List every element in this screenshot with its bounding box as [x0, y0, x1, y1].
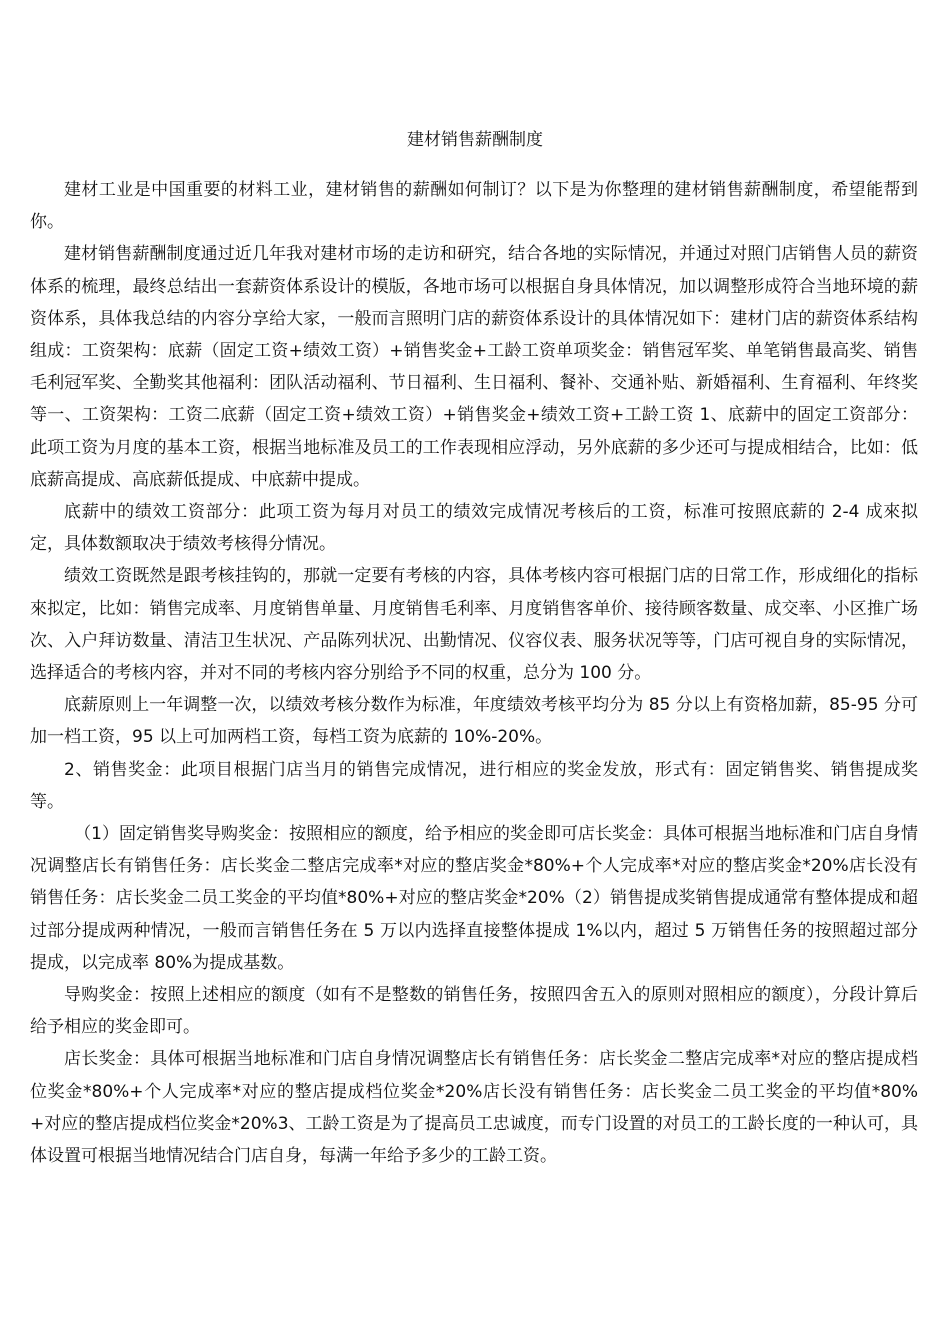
paragraph-salary-structure: 建材销售薪酬制度通过近几年我对建材市场的走访和研究，结合各地的实际情况，并通过对照门店销售人员的薪资体系的梳理，最终总结出一套薪资体系设计的模版，各地市场可以根据自身具体情况，加以调整形成符合当地环境的薪资体系，具体我总结的内容分享给大家，一般而言照明门店的薪资体系设计的具体情况如下：建材门店的薪资体系结构组成：工资架构：底薪（固定工资+绩效工资）+销售奖金+工龄工资单项奖金：销售冠军奖、单笔销售最高奖、销售毛利冠军奖、全勤奖其他福利：团队活动福利、节日福利、生日福利、餐补、交通补贴、新婚福利、生育福利、年终奖等一、工资架构：工资二底薪（固定工资+绩效工资）+销售奖金+绩效工资+工龄工资 1、底薪中的固定工资部分：此项工资为月度的基本工资，根据当地标准及员工的工作表现相应浮动，另外底薪的多少还可与提成相结合，比如：低底薪高提成、高底薪低提成、中底薪中提成。 [30, 244, 918, 490]
paragraph-intro: 建材工业是中国重要的材料工业，建材销售的薪酬如何制订？以下是为你整理的建材销售薪酬制度，希望能帮到你。 [30, 180, 918, 233]
paragraph-assessment-content: 绩效工资既然是跟考核挂钩的，那就一定要有考核的内容，具体考核内容可根据门店的日常工作，形成细化的指标來拟定，比如：销售完成率、月度销售单量、月度销售毛利率、月度销售客单价、接待顾客数量、成交率、小区推广场次、入户拜访数量、清洁卫生状况、产品陈列状况、出勤情况、仪容仪表、服务状况等等，门店可视自身的实际情况，选择适合的考核内容，并对不同的考核内容分别给予不同的权重，总分为 100 分。 [30, 566, 918, 684]
document-body [30, 174, 918, 1172]
document-title: 建材销售薪酬制度 [407, 130, 543, 150]
paragraph-base-pay-adjustment: 底薪原则上一年调整一次，以绩效考核分数作为标准，年度绩效考核平均分为 85 分以上有资格加薪，85-95 分可加一档工资，95 以上可加两档工资，每档工资为底薪的 10%-20%。 [30, 695, 918, 748]
paragraph-performance-pay: 底薪中的绩效工资部分：此项工资为每月对员工的绩效完成情况考核后的工资，标准可按照底薪的 2-4 成來拟定，具体数额取决于绩效考核得分情况。 [30, 502, 918, 555]
paragraph-guide-bonus: 导购奖金：按照上述相应的额度（如有不是整数的销售任务，按照四舍五入的原则对照相应的额度），分段计算后给予相应的奖金即可。 [30, 985, 918, 1038]
paragraph-manager-bonus: 店长奖金：具体可根据当地标准和门店自身情况调整店长有销售任务：店长奖金二整店完成率*对应的整店提成档位奖金*80%+个人完成率*对应的整店提成档位奖金*20%店长没有销售任务：店长奖金二员工奖金的平均值*80%+对应的整店提成档位奖金*20%3、工龄工资是为了提高员工忠诚度，而专门设置的对员工的工龄长度的一种认可，具体设置可根据当地情况结合门店自身，每满一年给予多少的工龄工资。 [30, 1049, 918, 1167]
paragraph-fixed-sales-bonus: （1）固定销售奖导购奖金：按照相应的额度，给予相应的奖金即可店长奖金：具体可根据当地标准和门店自身情况调整店长有销售任务：店长奖金二整店完成率*对应的整店奖金*80%+个人完成率*对应的整店奖金*20%店长没有销售任务：店长奖金二员工奖金的平均值*80%+对应的整店奖金*20%（2）销售提成奖销售提成通常有整体提成和超过部分提成两种情况，一般而言销售任务在 5 万以内选择直接整体提成 1%以内，超过 5 万销售任务的按照超过部分提成，以完成率 80%为提成基数。 [30, 824, 919, 973]
paragraph-sales-bonus: 2、销售奖金：此项目根据门店当月的销售完成情况，进行相应的奖金发放，形式有：固定销售奖、销售提成奖等。 [30, 759, 918, 812]
